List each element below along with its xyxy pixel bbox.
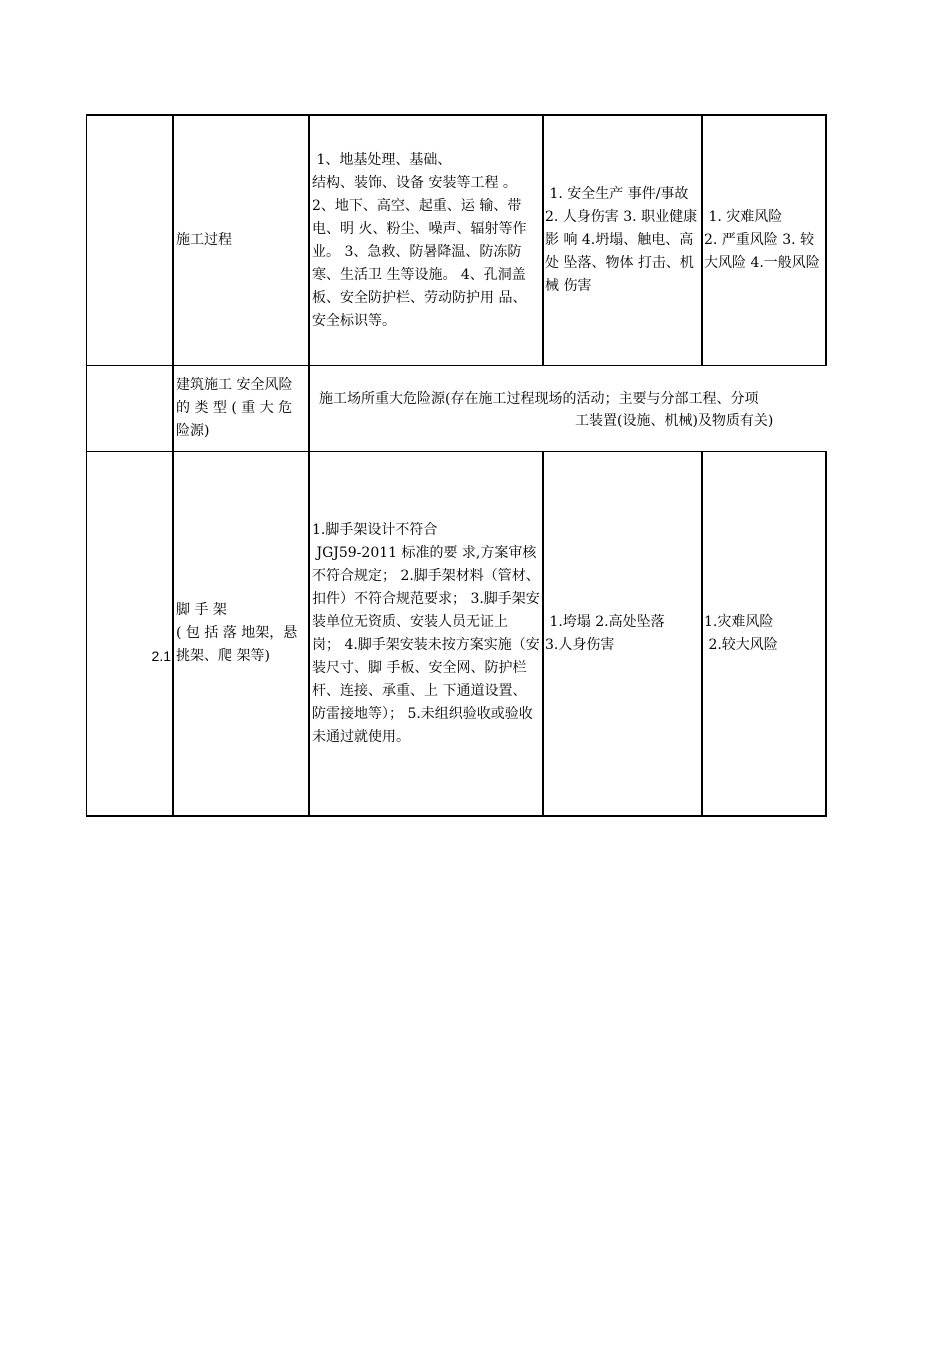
row3-risk-levels-text: 1.灾难风险 2.较大风险	[704, 613, 778, 653]
row3-index-cell	[88, 622, 171, 664]
row1-right-border	[825, 114, 827, 366]
row3-col-sep-2	[308, 451, 310, 816]
row2-merged-cell	[312, 366, 872, 451]
row1-risk-levels-cell	[704, 116, 824, 365]
row3-hazards-cell	[545, 452, 698, 815]
row1-hazards-text: 1. 安全生产 事件/事故 2. 人身伤害 3. 职业健康影 响 4.坍塌、触电、高处 坠落、物体 打击、机械 伤害	[545, 186, 698, 294]
row3-description-cell	[312, 452, 540, 815]
row3-bottom-border	[86, 815, 827, 817]
table-left-border	[86, 114, 87, 817]
row1-item-text: 施工过程	[176, 232, 232, 248]
row3-col-sep-4	[701, 451, 703, 816]
row2-merged-line-1: 施工场所重大危险源(存在施工过程现场的活动；主要与分部工程、分项	[319, 391, 759, 407]
row1-col-sep-4	[701, 114, 703, 366]
row1-description-cell	[312, 116, 540, 365]
row1-col-sep-2	[308, 114, 310, 366]
row2-item-cell	[176, 366, 306, 451]
row1-col-sep-3	[542, 114, 544, 366]
row2-merged-line-2: 工装置(设施、机械)及物质有关)	[575, 413, 774, 429]
row1-col-sep-1	[172, 114, 174, 366]
row3-right-border	[825, 451, 827, 816]
row3-risk-levels-cell	[704, 452, 824, 815]
row3-item-cell	[176, 452, 306, 815]
row3-description-text: 1.脚手架设计不符合 JGJ59-2011 标准的要 求,方案审核不符合规定； 2.脚手架材料（管材、扣件）不符合规范要求； 3.脚手架安装单位无资质、安装人员无证上 岗； 4.脚手架安装未按方案实施（安装尺寸、脚 手板、安全网、防护栏杆、连接、承重、上 下通道设置、防雷接地等）； 5.未组织验收或验收未通过就使用。	[312, 521, 540, 745]
row1-description-text: 1、地基处理、基础、 结构、装饰、设备 安装等工程 。 2、地下、高空、起重、运 输、带电、明 火、粉尘、噪声、辐射等作业。 3、急救、防暑降温、防冻防寒、生活卫 生等设施。 4、孔洞盖板、安全防护栏、劳动防护用 品、安全标识等。	[312, 151, 527, 329]
row1-item-cell	[176, 116, 306, 365]
row2-item-text: 建筑施工 安全风险 的 类 型 ( 重 大 危 险源)	[176, 377, 297, 439]
row3-item-text: 脚 手 架 ( 包 括 落 地架，悬 挑架、爬 架等)	[176, 602, 298, 664]
row2-col-sep-1	[172, 365, 174, 452]
row1-risk-levels-text: 1. 灾难风险 2. 严重风险 3. 较大风险 4.一般风险	[704, 209, 820, 271]
row2-col-sep-2	[308, 365, 310, 452]
row3-hazards-text: 1.垮塌 2.高处坠落 3.人身伤害	[545, 613, 665, 653]
row3-col-sep-3	[542, 451, 544, 816]
row3-index-text: 2.1	[151, 648, 171, 664]
row1-hazards-cell	[545, 116, 698, 365]
row3-col-sep-1	[172, 451, 174, 816]
